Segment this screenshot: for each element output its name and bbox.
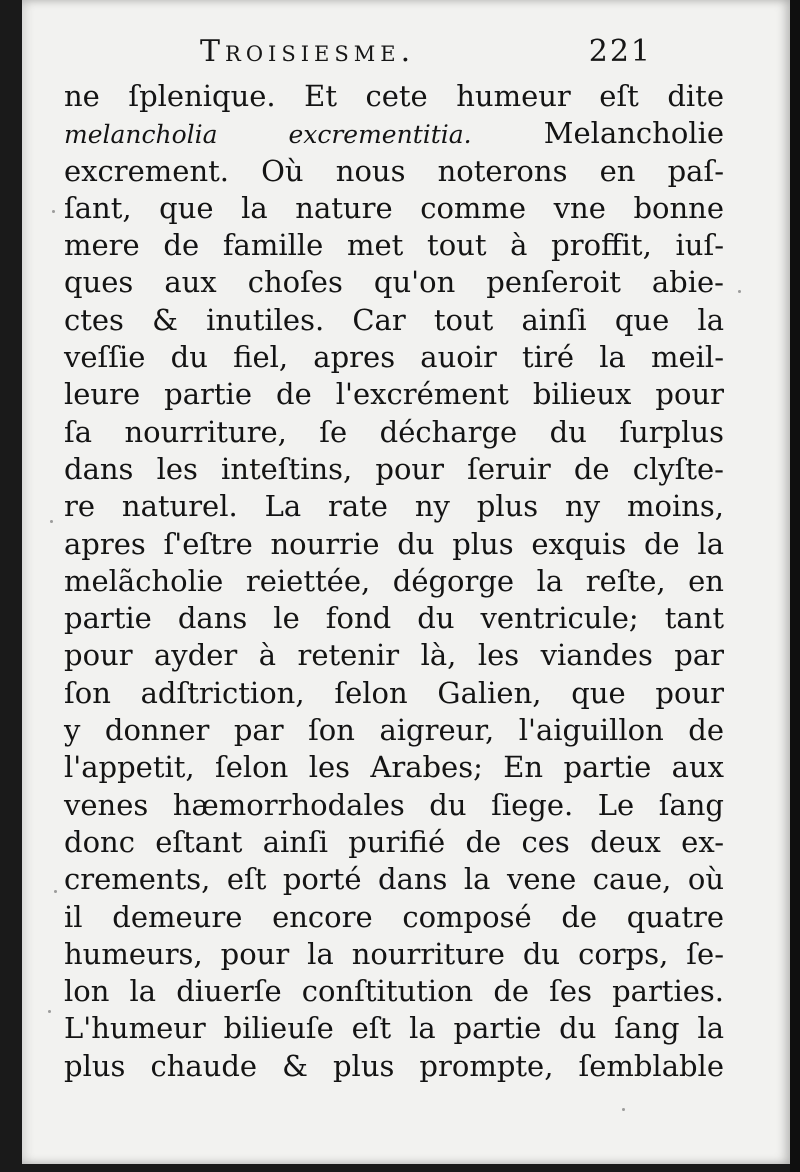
text-line: melancholia excrementitia. Melancholie bbox=[64, 116, 724, 151]
text-line: ſant, que la nature comme vne bonne bbox=[64, 190, 724, 225]
text-line: ſon adſtriction, ſelon Galien, que pour bbox=[64, 675, 724, 710]
book-page bbox=[22, 0, 792, 1164]
text-line: il demeure encore composé de quatre bbox=[64, 899, 724, 934]
text-line: humeurs, pour la nourriture du corps, ſe- bbox=[64, 936, 724, 971]
text-line: apres ſ'eſtre nourrie du plus exquis de la bbox=[64, 526, 724, 561]
text-line: partie dans le fond du ventricule; tant bbox=[64, 601, 724, 636]
text-line: ctes & inutiles. Car tout ainſi que la bbox=[64, 302, 724, 337]
text-line: l'appetit, ſelon les Arabes; En partie aux bbox=[64, 750, 724, 785]
text-line: venes hæmorrhodales du ſiege. Le ſang bbox=[64, 787, 724, 822]
ink-speck bbox=[48, 1010, 51, 1013]
ink-speck bbox=[738, 290, 741, 293]
ink-speck bbox=[52, 210, 55, 213]
text-line: pour ayder à retenir là, les viandes par bbox=[64, 638, 724, 673]
text-line: donc eſtant ainſi purifié de ces deux ex- bbox=[64, 824, 724, 859]
text-line: lon la diuerſe conſtitution de ſes parties. bbox=[64, 974, 724, 1009]
page-header bbox=[22, 34, 792, 74]
italic-phrase: melancholia excrementitia. bbox=[64, 120, 472, 150]
text-line: leure partie de l'excrément bilieux pour bbox=[64, 377, 724, 412]
ink-speck bbox=[622, 1108, 625, 1111]
text-line: re naturel. La rate ny plus ny moins, bbox=[64, 489, 724, 524]
text-line: plus chaude & plus prompte, ſemblable bbox=[64, 1048, 724, 1083]
text-line: excrement. Où nous noterons en paſ- bbox=[64, 153, 724, 188]
page-number: 221 bbox=[588, 34, 652, 69]
ink-speck bbox=[50, 520, 53, 523]
book-edge-shadow bbox=[790, 0, 800, 1172]
text-line: L'humeur bilieuſe eſt la partie du ſang la bbox=[64, 1011, 724, 1046]
text-line: dans les inteſtins, pour ſeruir de clyſte- bbox=[64, 451, 724, 486]
text-line: ne ſplenique. Et cete humeur eſt dite bbox=[64, 79, 724, 113]
text-line: y donner par ſon aigreur, l'aiguillon de bbox=[64, 713, 724, 748]
text-line: ſa nourriture, ſe décharge du ſurplus bbox=[64, 414, 724, 449]
running-title: Troisiesme. bbox=[200, 34, 416, 69]
text-line: veſſie du fiel, apres auoir tiré la meil- bbox=[64, 340, 724, 375]
text-line: melãcholie reiettée, dégorge la reſte, en bbox=[64, 563, 724, 598]
text-line: ques aux choſes qu'on penſeroit abie- bbox=[64, 265, 724, 300]
body-text bbox=[64, 78, 724, 1085]
ink-speck bbox=[54, 890, 57, 893]
text-line: crements, eſt porté dans la vene caue, où bbox=[64, 862, 724, 897]
text-line: mere de famille met tout à proffit, iuſ- bbox=[64, 228, 724, 263]
